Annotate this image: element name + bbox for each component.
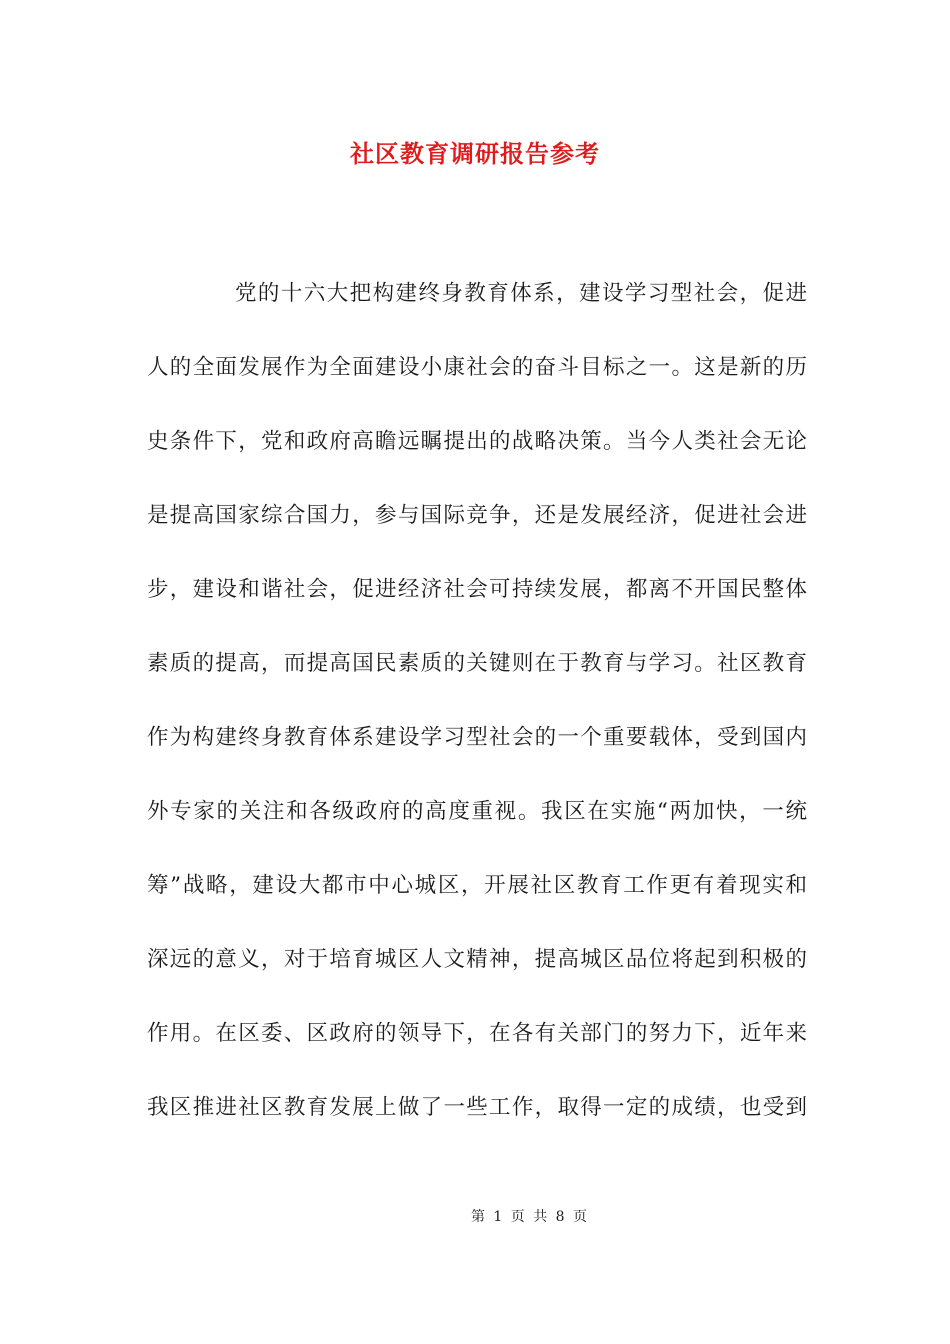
body-line: 步，建设和谐社会，促进经济社会可持续发展，都离不开国民整体	[147, 577, 807, 602]
body-line: 是提高国家综合国力，参与国际竞争，还是发展经济，促进社会进	[147, 503, 807, 528]
document-title: 社区教育调研报告参考	[350, 139, 600, 168]
body-line: 党的十六大把构建终身教育体系，建设学习型社会，促进	[235, 281, 807, 306]
body-line: 人的全面发展作为全面建设小康社会的奋斗目标之一。这是新的历	[147, 355, 807, 380]
body-line: 素质的提高，而提高国民素质的关键则在于教育与学习。社区教育	[147, 651, 807, 676]
body-line: 作用。在区委、区政府的领导下，在各有关部门的努力下，近年来	[147, 1021, 807, 1046]
page-number-footer: 第 1 页 共 8 页	[470, 1209, 590, 1225]
body-line: 我区推进社区教育发展上做了一些工作，取得一定的成绩，也受到	[147, 1095, 807, 1120]
body-line: 筹”战略，建设大都市中心城区，开展社区教育工作更有着现实和	[147, 873, 807, 898]
body-line: 史条件下，党和政府高瞻远瞩提出的战略决策。当今人类社会无论	[147, 429, 807, 454]
body-line: 外专家的关注和各级政府的高度重视。我区在实施“两加快，一统	[147, 799, 807, 824]
body-line: 作为构建终身教育体系建设学习型社会的一个重要载体，受到国内	[147, 725, 807, 750]
body-line: 深远的意义，对于培育城区人文精神，提高城区品位将起到积极的	[147, 947, 807, 972]
